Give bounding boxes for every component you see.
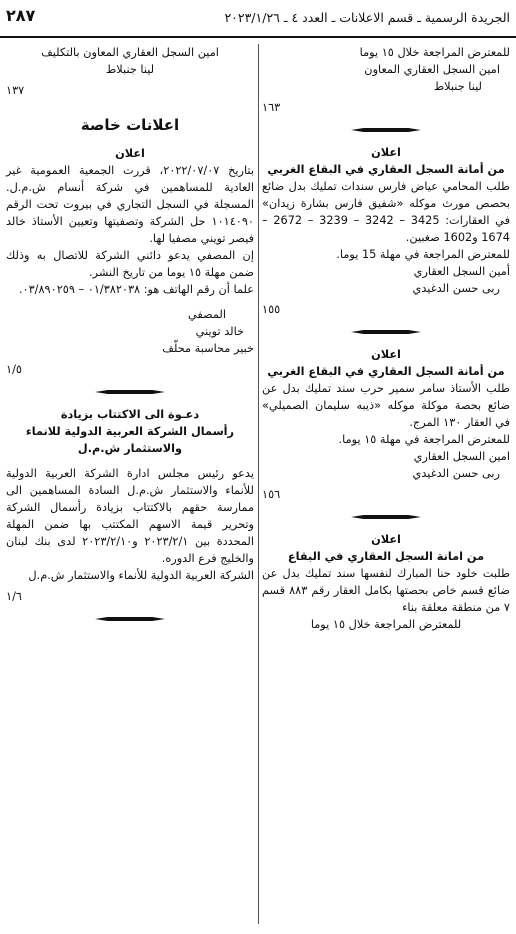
notice-body: علما أن رقم الهاتف هو: ٠١/٣٨٢٠٣٨ – ٠٣/٨٩٠٢٥٩. [18, 283, 254, 296]
notice-number: ١٥٥ [262, 303, 281, 316]
notice-subheading: من امانة السجل العقاري في البقاع [287, 550, 485, 563]
separator-ornament [95, 617, 165, 621]
separator-ornament [351, 128, 421, 132]
notice-number: ١/٥ [6, 363, 22, 376]
notice-subheading: من أمانة السجل العقاري في البقاع الغربي [267, 365, 505, 378]
signatory-name: لينا جنبلاط [105, 63, 155, 76]
right-column [262, 44, 510, 633]
invitation-title: دعـوة الى الاكتتاب بزيادة [60, 408, 200, 421]
invitation-title: رأسمال الشركة العربية الدولية للانماء [25, 425, 235, 438]
gazette-title: الجريدة الرسمية ـ قسم الاعلانات ـ العدد ٤ ـ ٢٠٢٣/١/٢٦ [224, 10, 510, 25]
separator-ornament [351, 330, 421, 334]
notice-number: ١/٦ [6, 590, 22, 603]
section-title: اعلانات خاصة [80, 116, 180, 134]
signatory-title: امين السجل العقاري المعاون بالتكليف [41, 46, 219, 59]
signatory-title: امين السجل العقاري المعاون [364, 63, 500, 76]
objection-line: للمعترض المراجعة في مهلة 15 يوما. [336, 248, 510, 261]
page-header [0, 0, 516, 38]
company-signature: الشركة العربية الدولية للأنماء والاستثمار ش.م.ل [28, 569, 254, 582]
invitation-title: والاستثمار ش.م.ل [77, 442, 183, 455]
notice-body: بتاريخ ٢٠٢٢/٠٧/٠٧، قررت الجمعية العمومية غير العادية للمساهمين في شركة أنسام ش.م.ل. المسجلة في السجل التجاري في بيروت تحت الرقم ١٠١٤٠٩٠ حل الشركة وتصفيتها وتعيين الأستاذ خالد فيصر تويني مصفيا لها. [6, 164, 254, 245]
notice-number: ١٣٧ [6, 84, 25, 97]
signatory-name: ربى حسن الدغيدي [412, 467, 500, 480]
signatory-name: ربى حسن الدغيدي [412, 282, 500, 295]
signatory-title: أمين السجل العقاري [413, 265, 510, 278]
notice-number: ١٥٦ [262, 488, 281, 501]
signatory-title: المصفي [187, 308, 226, 321]
separator-ornament [95, 390, 165, 394]
column-divider [258, 44, 259, 924]
notice-body: يدعو رئيس مجلس ادارة الشركة العربية الدولية للأنماء والاستثمار ش.م.ل السادة المساهمين الى ممارسة حقهم بالاكتتاب بزيادة رأسمال الشركة وتحرير قيمة الاسهم المكتتب بها ضمن المهلة المحددة بين ٢٠٢٣/٢/١ و٢٠٢٣/٢/١٠ لدى بنك لبنان والخليج فرع الدوره. [6, 467, 255, 565]
notice-heading: اعلان [371, 533, 401, 546]
notice-subheading: من أمانة السجل العقاري في البقاع الغربي [267, 163, 505, 176]
signatory-role: خبير محاسبة محلّف [162, 342, 254, 355]
notice-body: طلب المحامي عياض فارس سندات تمليك بدل ضائع بحصص مورث موكله «شفيق فارس بشارة زيدان» في العقارات: 3425 – 3242 – 3239 – 2672 – 1674 و1602 صغبين. [262, 180, 510, 244]
notice-heading: اعلان [371, 348, 401, 361]
page-number: ٢٨٧ [6, 6, 36, 25]
notice-heading: اعلان [115, 147, 145, 160]
notice-body: طلبت خلود حنا المبارك لنفسها سند تمليك بدل عن ضائع قسم خاص بحصتها بكامل العقار رقم ٨٨٣ قسم ٧ من منطقة معلقة بناء [262, 567, 510, 614]
notice-body: إن المصفي يدعو دائني الشركة للاتصال به وذلك ضمن مهلة ١٥ يوما من تاريخ النشر. [6, 249, 254, 279]
left-column [6, 44, 254, 633]
signatory-name: لينا جنبلاط [433, 80, 482, 93]
notice-body: طلب الأستاذ سامر سمير حرب سند تمليك بدل عن ضائع بحصة موكلة موكله «ذيبه سليمان الصميلي» في العقار ١٣٠ المرج. [262, 382, 510, 429]
objection-line: للمعترض المراجعة في مهلة ١٥ يوما. [338, 433, 510, 446]
separator-ornament [351, 515, 421, 519]
objection-line: للمعترض المراجعة خلال ١٥ يوما [359, 46, 510, 59]
notice-heading: اعلان [371, 146, 401, 159]
signatory-title: امين السجل العقاري [413, 450, 510, 463]
notice-number: ١٦٣ [262, 101, 281, 114]
objection-line: للمعترض المراجعة خلال ١٥ يوما [310, 618, 462, 631]
signatory-name: خالد تويني [195, 325, 244, 338]
